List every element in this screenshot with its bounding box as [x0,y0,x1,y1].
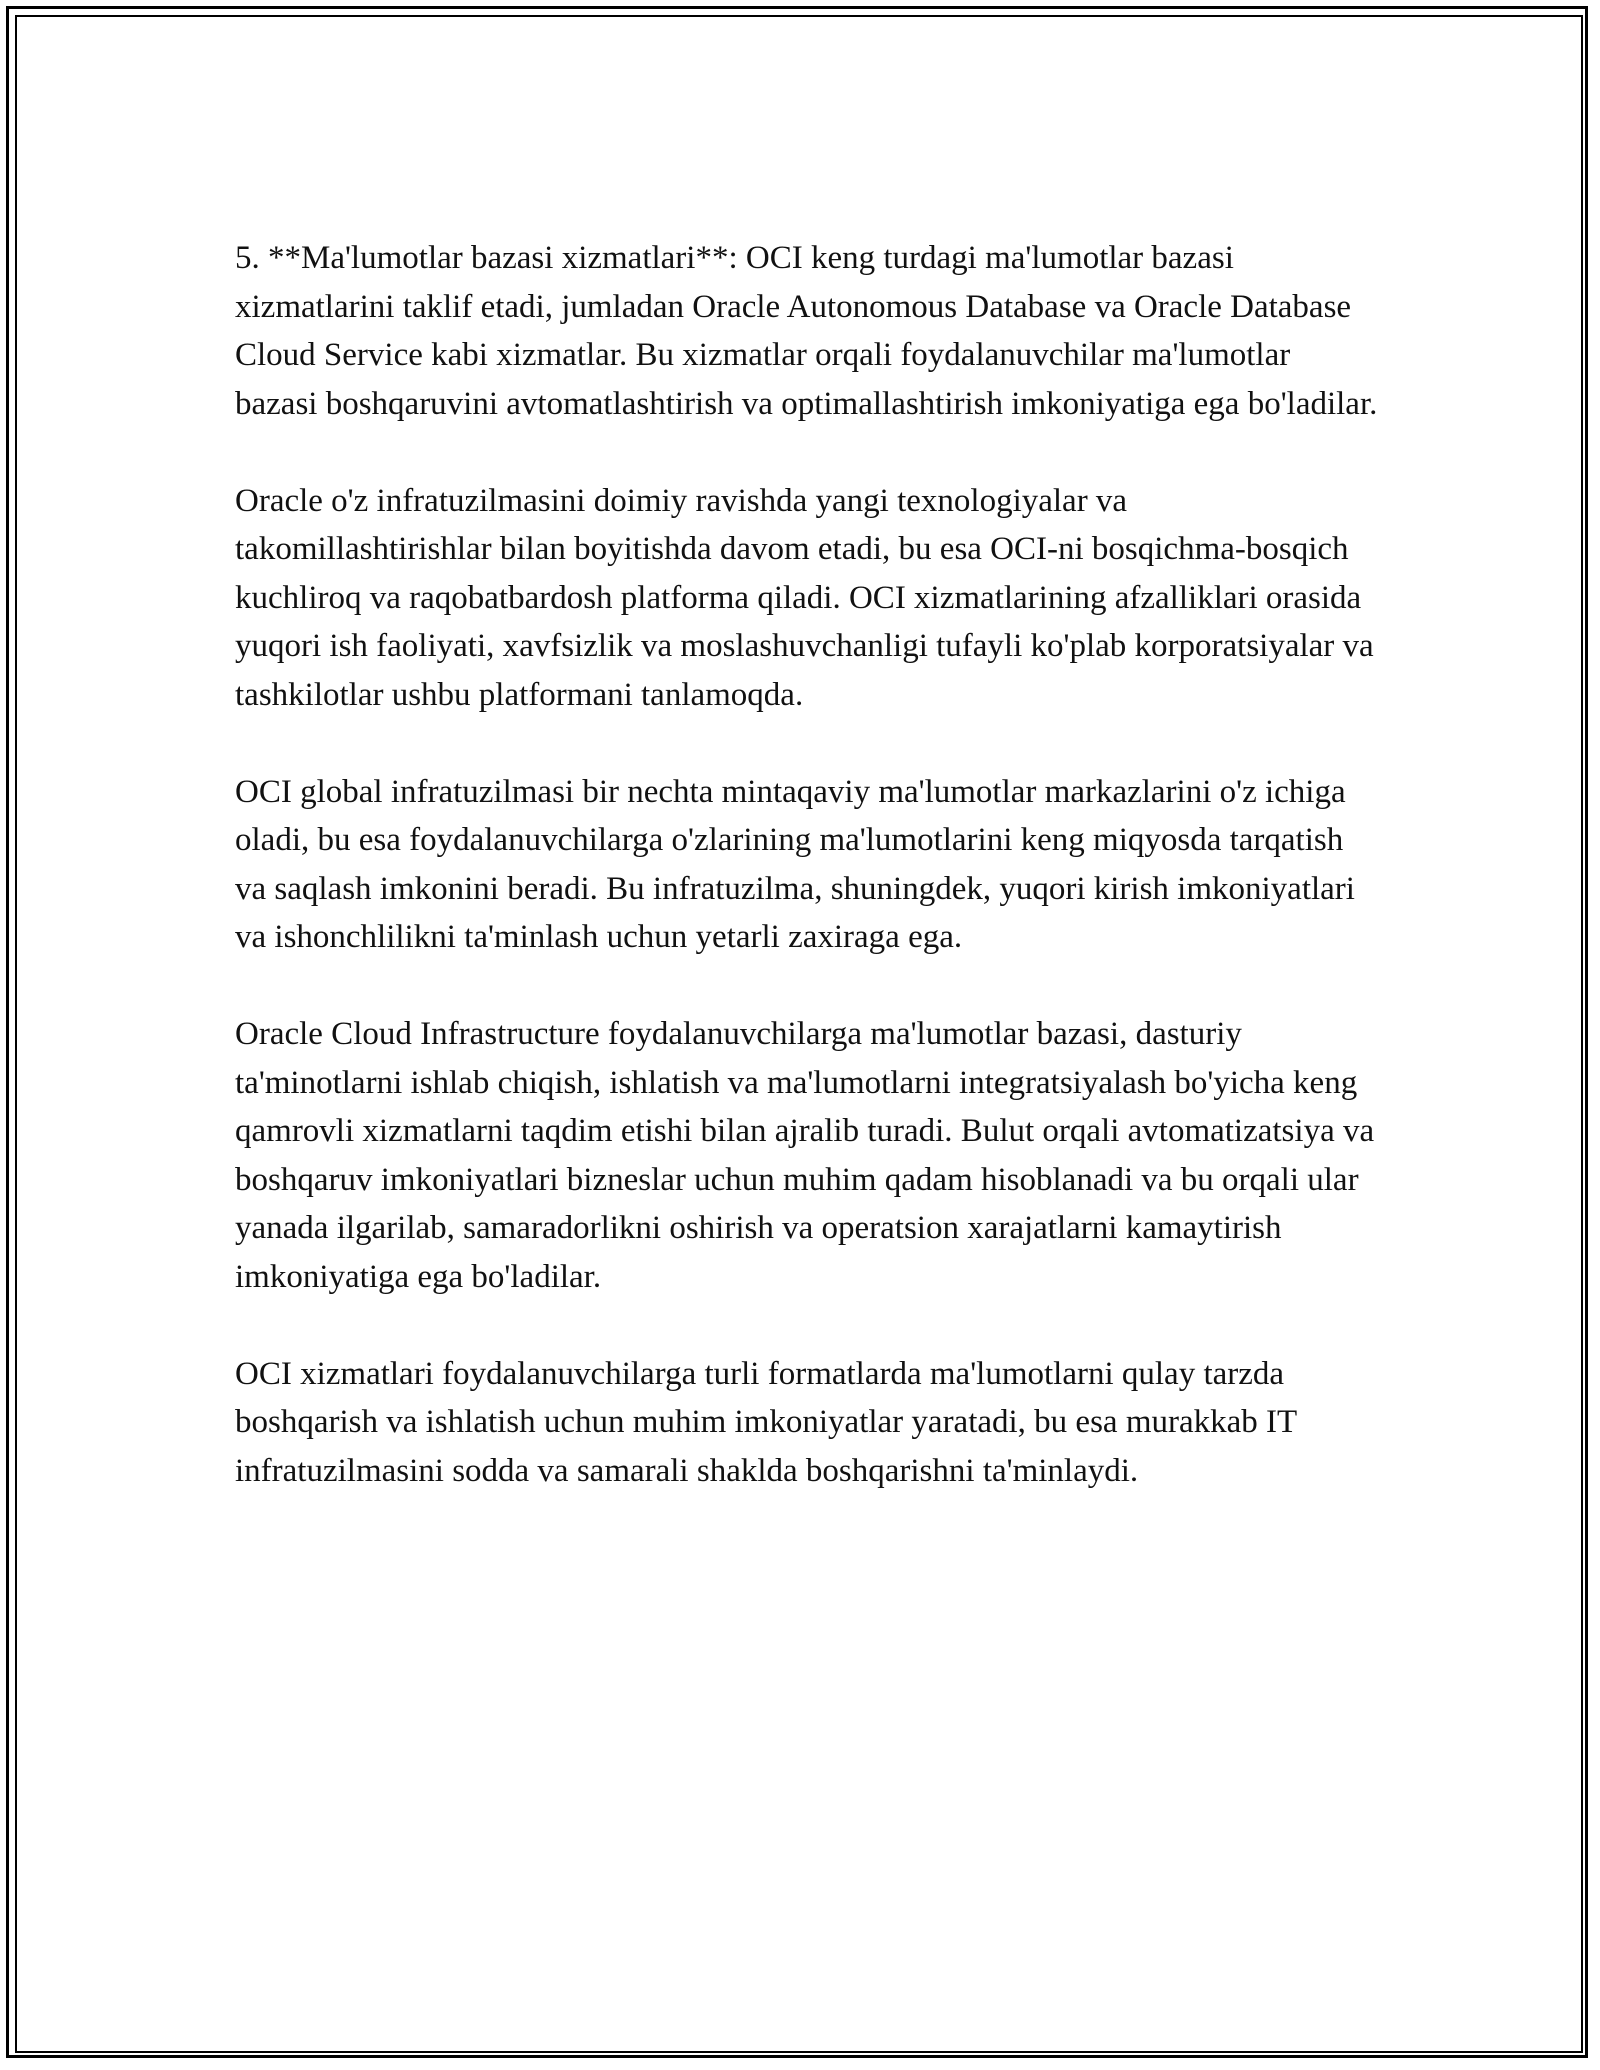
paragraph-database-services: 5. **Ma'lumotlar bazasi xizmatlari**: OCI keng turdagi ma'lumotlar bazasi xizmatlarini taklif etadi, jumladan Oracle Autonomous Database va Oracle Database Cloud Service kabi xizmatlar. Bu xizmatlar orqali foydalanuvchilar ma'lumotlar bazasi boshqaruvini avtomatlashtirish va optimallashtirish imkoniyatiga ega bo'ladilar. [235,240,1378,422]
document-body [235,234,1380,1544]
paragraph-oracle-cloud-services: Oracle Cloud Infrastructure foydalanuvchilarga ma'lumotlar bazasi, dasturiy ta'minotlarni ishlab chiqish, ishlatish va ma'lumotlarni integratsiyalash bo'yicha keng qamrovli xizmatlarni taqdim etishi bilan ajralib turadi. Bulut orqali avtomatizatsiya va boshqaruv imkoniyatlari bizneslar uchun muhim qadam hisoblanadi va bu orqali ular yanada ilgarilab, samaradorlikni oshirish va operatsion xarajatlarni kamaytirish imkoniyatiga ega bo'ladilar. [235,1016,1375,1295]
paragraph-oracle-infrastructure: Oracle o'z infratuzilmasini doimiy ravishda yangi texnologiyalar va takomillashtirishlar bilan boyitishda davom etadi, bu esa OCI-ni bosqichma-bosqich kuchliroq va raqobatbardosh platforma qiladi. OCI xizmatlarining afzalliklari orasida yuqori ish faoliyati, xavfsizlik va moslashuvchanligi tufayli ko'plab korporatsiyalar va tashkilotlar ushbu platformani tanlamoqda. [235,482,1374,713]
paragraph-oci-data-management: OCI xizmatlari foydalanuvchilarga turli formatlarda ma'lumotlarni qulay tarzda boshqarish va ishlatish uchun muhim imkoniyatlar yaratadi, bu esa murakkab IT infratuzilmasini sodda va samarali shaklda boshqarishni ta'minlaydi. [235,1355,1297,1489]
paragraph-oci-global-infrastructure: OCI global infratuzilmasi bir nechta mintaqaviy ma'lumotlar markazlarini o'z ichiga oladi, bu esa foydalanuvchilarga o'zlarining ma'lumotlarini keng miqyosda tarqatish va saqlash imkonini beradi. Bu infratuzilma, shuningdek, yuqori kirish imkoniyatlari va ishonchlilikni ta'minlash uchun yetarli zaxiraga ega. [235,773,1355,955]
